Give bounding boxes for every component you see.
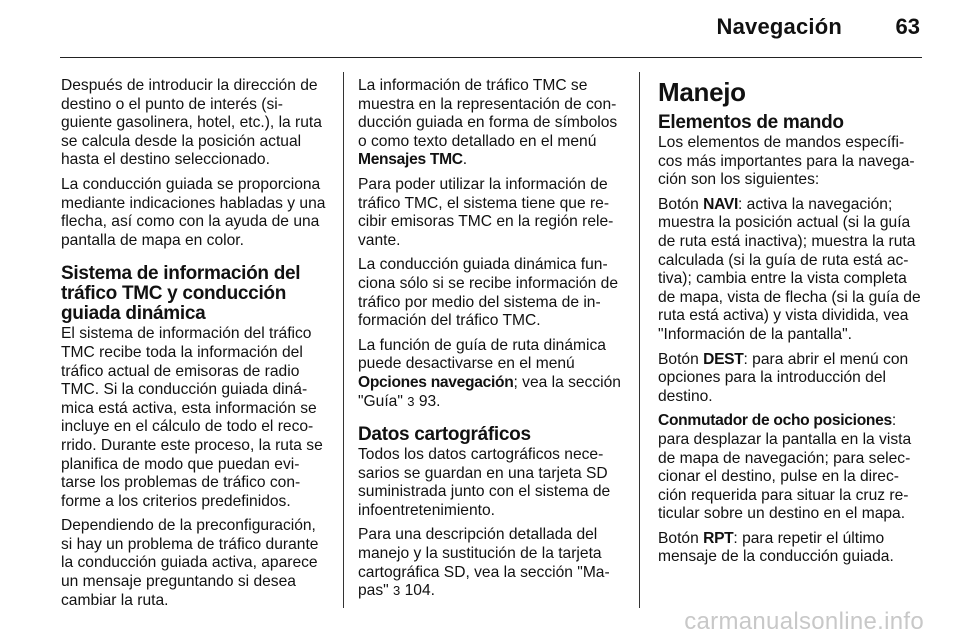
text: : para abrir el menú con opciones para la introducción del destino. [658, 350, 909, 405]
text: : para repetir el último mensaje de la conducción guiada. [658, 529, 894, 566]
paragraph: La conducción guiada se proporciona mediante indicaciones habladas y una flecha, así como con la ayuda de una pantalla de mapa en color. [61, 175, 326, 249]
paragraph [658, 530, 924, 567]
column-2 [358, 77, 626, 607]
watermark: carmanualsonline.info [684, 608, 924, 635]
paragraph: El sistema de información del tráfico TMC recibe toda la información del tráfico actual de emisoras de radio TMC. Si la conducción guiada diná-mica está activa, esta información se incluye en el cálculo de todo el reco-rrido. Durante este proceso, la ruta se planifica de modo que puedan evi-tarse los problemas de tráfico con-forme a los criterios predefinidos. [61, 325, 323, 510]
column-divider-1 [343, 72, 344, 608]
paragraph: Los elementos de mandos específi-cos más importantes para la navega-ción son los siguientes: [658, 134, 915, 189]
text: ; vea la sección "Guía" [358, 373, 621, 410]
section-title: Navegación [716, 14, 842, 39]
page-reference: 104. [404, 582, 435, 600]
text: Botón [658, 350, 699, 368]
page-number: 63 [895, 14, 920, 39]
paragraph: Para poder utilizar la información de tráfico TMC, el sistema tiene que re-cibir emisoras TMC en la región rele-vante. [358, 175, 614, 249]
menu-name-mensajes-tmc: Mensajes TMC [358, 151, 463, 169]
heading-manejo: Manejo [658, 77, 746, 107]
column-3 [658, 77, 924, 573]
text: : activa la navegación; muestra la posición actual (si la guía de ruta está inactiva); muestra la ruta calculada (si la guía de ruta está ac-tiva); cambia entre la vista completa de mapa, vista de flecha (si la guía de ruta está activa) y vista dividida, vea "Información de la pantalla". [658, 195, 921, 343]
header-divider [60, 57, 922, 58]
text: La información de tráfico TMC se muestra en la representación de con-ducción guiada en forma de símbolos o como texto detallado en el menú [358, 77, 618, 150]
page-reference: 93. [418, 392, 441, 410]
column-divider-2 [639, 72, 640, 608]
paragraph [358, 337, 626, 411]
page-header [0, 0, 960, 58]
heading-elementos-de-mando: Elementos de mando [658, 112, 844, 133]
paragraph [658, 196, 924, 345]
paragraph [658, 412, 924, 524]
text: La función de guía de ruta dinámica puede desactivarse en el menú [358, 336, 606, 373]
text: Botón [658, 195, 699, 213]
paragraph [358, 526, 626, 600]
text: : para desplazar la pantalla en la vista de mapa de navegación; para selec-cionar el destino, pulse en la direc-ción requerida para situar la cruz re-ticular sobre un destino en el mapa. [658, 412, 912, 523]
button-name-dest: DEST [703, 350, 744, 368]
text: Botón [658, 529, 699, 547]
button-name-navi: NAVI [703, 195, 739, 213]
page-reference-icon: 3 [407, 393, 415, 409]
column-1 [61, 77, 327, 616]
text: Para una descripción detallada del manejo y la sustitución de la tarjeta cartográfica SD, vea la sección "Ma-pas" [358, 526, 610, 600]
page-reference-icon: 3 [393, 583, 401, 599]
paragraph: Después de introducir la dirección de destino o el punto de interés (si-guiente gasolinera, hotel, etc.), la ruta se calcula desde la posición actual hasta el destino seleccionado. [61, 77, 322, 169]
heading-datos-cartograficos: Datos cartográficos [358, 424, 531, 446]
menu-name-opciones-navegacion: Opciones navegación [358, 373, 514, 391]
paragraph: Todos los datos cartográficos nece-sarios se guardan en una tarjeta SD suministrada junto con el sistema de infoentretenimiento. [358, 446, 611, 519]
paragraph [358, 77, 626, 170]
paragraph: Dependiendo de la preconfiguración, si hay un problema de tráfico durante la conducción guiada activa, aparece un mensaje preguntando si desea cambiar la ruta. [61, 517, 319, 609]
paragraph [658, 351, 924, 407]
control-name-conmutador: Conmutador de ocho posiciones [658, 412, 892, 430]
heading-tmc: Sistema de información del tráfico TMC y conducción guiada dinámica [61, 263, 301, 325]
button-name-rpt: RPT [703, 529, 734, 547]
text: . [462, 151, 468, 169]
paragraph: La conducción guiada dinámica fun-ciona sólo si se recibe información de tráfico por medio del sistema de in-formación del tráfico TMC. [358, 256, 619, 330]
